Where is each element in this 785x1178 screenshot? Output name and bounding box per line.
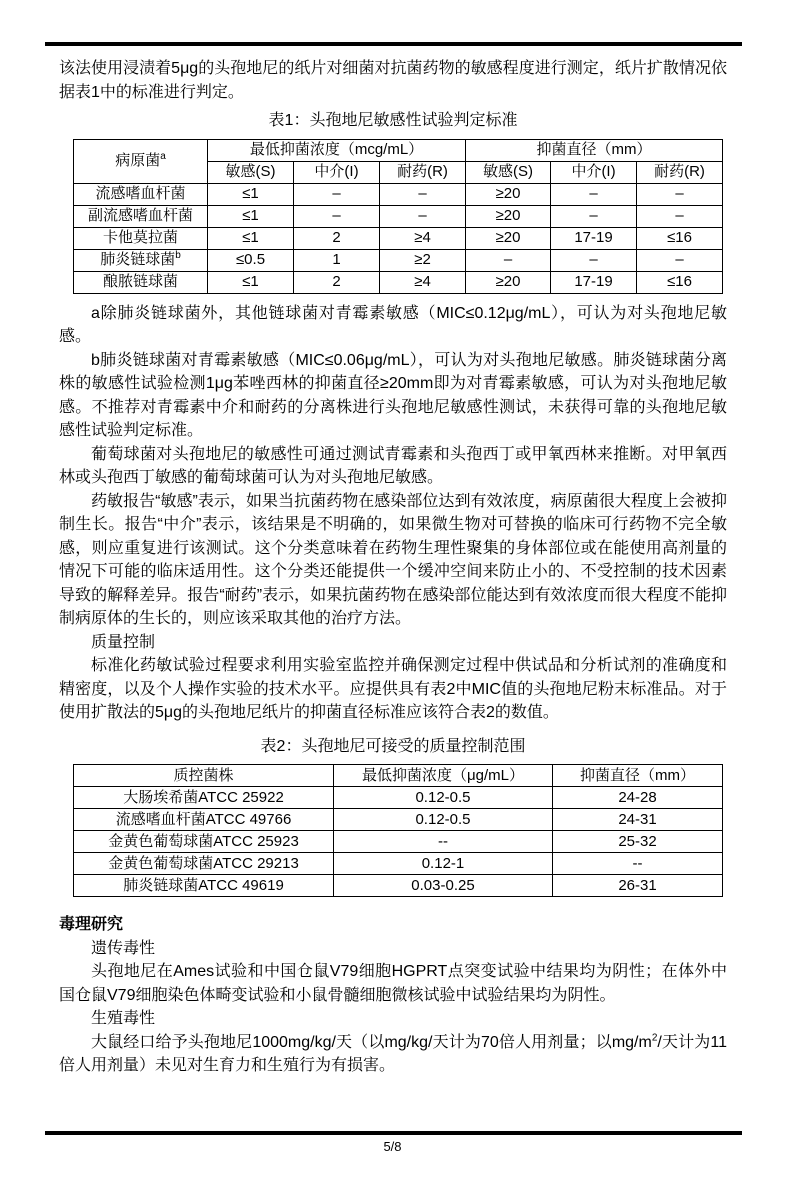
table1-header-pathogen bbox=[74, 139, 208, 183]
susceptibility-report-paragraph: 药敏报告“敏感”表示，如果当抗菌药物在感染部位达到有效浓度，病原菌很大程度上会被抑制生长。报告“中介”表示，该结果是不明确的，如果微生物对可替换的临床可行药物不完全敏感，则应重复进行该测试。这个分类意味着在药物生理性聚集的身体部位或在能使用高剂量的情况下可能的临床适用性。这个分类还能提供一个缓冲空间来防止小的、不受控制的技术因素导致的解释差异。报告“耐药”表示，如果抗菌药物在感染部位能达到有效浓度而很大程度不能抑制病原体的生长的，则应该采取其他的治疗方法。 bbox=[59, 492, 727, 627]
intro-paragraph: 该法使用浸渍着5μg的头孢地尼的纸片对细菌对抗菌药物的敏感程度进行测定，纸片扩散情况依据表1中的标准进行判定。 bbox=[59, 60, 727, 101]
repro-text-post: /天计为11倍人用剂量）未见对生育力和生殖行为有损害。 bbox=[59, 1033, 727, 1074]
table1-cell: ≥4 bbox=[380, 227, 466, 249]
table1-header-row-groups bbox=[74, 139, 723, 161]
footnote-a-paragraph: a除肺炎链球菌外，其他链球菌对青霉素敏感（MIC≤0.12μg/mL），可认为对头孢地尼敏感。 bbox=[59, 304, 727, 345]
table1-cell: – bbox=[637, 249, 723, 271]
page-content bbox=[59, 57, 727, 1078]
table2-cell: 0.12-0.5 bbox=[334, 787, 553, 809]
table1-cell: ≤1 bbox=[208, 227, 294, 249]
table1-row bbox=[74, 183, 723, 205]
table1-pathogen-cell bbox=[74, 271, 208, 293]
table1-cell: – bbox=[380, 183, 466, 205]
table1-cell: – bbox=[294, 183, 380, 205]
table2-strain-cell: 金黄色葡萄球菌ATCC 25923 bbox=[74, 831, 334, 853]
table1-cell: ≤16 bbox=[637, 271, 723, 293]
reproductive-toxicity-paragraph bbox=[59, 1031, 727, 1078]
table1-row bbox=[74, 227, 723, 249]
pathogen-name: 流感嗜血杆菌 bbox=[95, 185, 186, 203]
table1-cell: ≤1 bbox=[208, 205, 294, 227]
table2-cell: 0.03-0.25 bbox=[334, 875, 553, 897]
quality-control-subtitle: 质量控制 bbox=[91, 633, 156, 651]
table2-cell: -- bbox=[553, 853, 723, 875]
table2-row bbox=[74, 809, 723, 831]
table1-row bbox=[74, 205, 723, 227]
table1-cell: 2 bbox=[294, 227, 380, 249]
genetic-toxicity-paragraph: 头孢地尼在Ames试验和中国仓鼠V79细胞HGPRT点突变试验中结果均为阴性；在体外中国仓鼠V79细胞染色体畸变试验和小鼠骨髓细胞微核试验中试验结果均为阴性。 bbox=[59, 963, 727, 1004]
table2-cell: -- bbox=[334, 831, 553, 853]
table2-header-strain: 质控菌株 bbox=[74, 765, 334, 787]
table1-susceptibility-criteria bbox=[73, 139, 723, 294]
table1-cell: ≥4 bbox=[380, 271, 466, 293]
table1-row bbox=[74, 249, 723, 271]
table1-pathogen-cell bbox=[74, 183, 208, 205]
table1-caption: 表1：头孢地尼敏感性试验判定标准 bbox=[268, 112, 518, 129]
table1-cell: – bbox=[637, 183, 723, 205]
table1-row bbox=[74, 271, 723, 293]
table2-caption: 表2：头孢地尼可接受的质量控制范围 bbox=[260, 737, 526, 755]
table1-header-mic-group: 最低抑菌浓度（mcg/mL） bbox=[208, 139, 466, 161]
table2-cell: 0.12-1 bbox=[334, 853, 553, 875]
pathogen-name: 卡他莫拉菌 bbox=[102, 229, 178, 247]
table1-cell: – bbox=[551, 183, 637, 205]
pathogen-footnote-marker: a bbox=[160, 151, 166, 163]
repro-text-pre: 大鼠经口给予头孢地尼1000mg/kg/天（以mg/kg/天计为70倍人用剂量；以mg/m bbox=[91, 1033, 652, 1051]
table2-strain-cell: 金黄色葡萄球菌ATCC 29213 bbox=[74, 853, 334, 875]
table1-subheader: 中介(I) bbox=[551, 161, 637, 183]
table1-cell: ≥20 bbox=[466, 205, 551, 227]
table1-subheader: 耐药(R) bbox=[637, 161, 723, 183]
table1-pathogen-cell bbox=[74, 205, 208, 227]
pathogen-name: 副流感嗜血杆菌 bbox=[87, 207, 193, 225]
table1-cell: ≤0.5 bbox=[208, 249, 294, 271]
table2-cell: 26-31 bbox=[553, 875, 723, 897]
table1-subheader: 敏感(S) bbox=[208, 161, 294, 183]
staphylococcus-paragraph: 葡萄球菌对头孢地尼的敏感性可通过测试青霉素和头孢西丁或甲氧西林来推断。对甲氧西林或头孢西丁敏感的葡萄球菌可认为对头孢地尼敏感。 bbox=[59, 445, 727, 486]
table1-pathogen-cell bbox=[74, 249, 208, 271]
table2-cell: 24-31 bbox=[553, 809, 723, 831]
table1-pathogen-cell bbox=[74, 227, 208, 249]
table2-row bbox=[74, 787, 723, 809]
table2-strain-cell: 大肠埃希菌ATCC 25922 bbox=[74, 787, 334, 809]
table2-header-mic: 最低抑菌浓度（μg/mL） bbox=[334, 765, 553, 787]
table1-cell: – bbox=[294, 205, 380, 227]
table1-cell: ≥2 bbox=[380, 249, 466, 271]
table2-row bbox=[74, 853, 723, 875]
table2-quality-control-ranges bbox=[73, 764, 723, 897]
table1-cell: – bbox=[637, 205, 723, 227]
table1-cell: – bbox=[466, 249, 551, 271]
table2-row bbox=[74, 875, 723, 897]
table1-cell: – bbox=[551, 249, 637, 271]
table1-cell: – bbox=[551, 205, 637, 227]
squared-superscript: 2 bbox=[651, 1032, 658, 1044]
footnote-b-paragraph: b肺炎链球菌对青霉素敏感（MIC≤0.06μg/mL），可认为对头孢地尼敏感。肺炎链球菌分离株的敏感性试验检测1μg苯唑西林的抑菌直径≥20mm即为对青霉素敏感，可认为对头孢地尼敏感。不推荐对青霉素中介和耐药的分离株进行头孢地尼敏感性测试，未获得可靠的头孢地尼敏感性试验判定标准。 bbox=[59, 351, 727, 439]
table1-subheader: 中介(I) bbox=[294, 161, 380, 183]
top-divider bbox=[45, 42, 742, 46]
page-number: 5/8 bbox=[383, 1139, 402, 1154]
table1-cell: ≥20 bbox=[466, 227, 551, 249]
table1-header-zone-group: 抑菌直径（mm） bbox=[466, 139, 723, 161]
table1-cell: ≤16 bbox=[637, 227, 723, 249]
table1-cell: 17-19 bbox=[551, 227, 637, 249]
table1-cell: ≤1 bbox=[208, 183, 294, 205]
pathogen-label: 病原菌 bbox=[115, 152, 161, 170]
table2-strain-cell: 肺炎链球菌ATCC 49619 bbox=[74, 875, 334, 897]
table1-cell: ≥20 bbox=[466, 183, 551, 205]
pathogen-footnote-marker: b bbox=[175, 250, 181, 262]
toxicology-heading: 毒理研究 bbox=[59, 916, 124, 933]
table2-row bbox=[74, 831, 723, 853]
bottom-divider bbox=[45, 1131, 742, 1135]
genetic-toxicity-subtitle: 遗传毒性 bbox=[91, 939, 156, 957]
table1-cell: ≥20 bbox=[466, 271, 551, 293]
table2-header-zone: 抑菌直径（mm） bbox=[553, 765, 723, 787]
table2-cell: 24-28 bbox=[553, 787, 723, 809]
table1-cell: 2 bbox=[294, 271, 380, 293]
table2-cell: 25-32 bbox=[553, 831, 723, 853]
table1-cell: 1 bbox=[294, 249, 380, 271]
quality-control-paragraph: 标准化药敏试验过程要求利用实验室监控并确保测定过程中供试品和分析试剂的准确度和精密度，以及个人操作实验的技术水平。应提供具有表2中MIC值的头孢地尼粉末标准品。对于使用扩散法的5μg的头孢地尼纸片的抑菌直径标准应该符合表2的数值。 bbox=[59, 657, 727, 721]
table2-strain-cell: 流感嗜血杆菌ATCC 49766 bbox=[74, 809, 334, 831]
pathogen-name: 酿脓链球菌 bbox=[102, 273, 178, 291]
pathogen-name: 肺炎链球菌 bbox=[100, 251, 176, 269]
table1-subheader: 敏感(S) bbox=[466, 161, 551, 183]
table1-cell: ≤1 bbox=[208, 271, 294, 293]
table2-cell: 0.12-0.5 bbox=[334, 809, 553, 831]
table1-cell: 17-19 bbox=[551, 271, 637, 293]
reproductive-toxicity-subtitle: 生殖毒性 bbox=[91, 1010, 156, 1027]
table1-cell: – bbox=[380, 205, 466, 227]
table1-subheader: 耐药(R) bbox=[380, 161, 466, 183]
table2-header-row bbox=[74, 765, 723, 787]
